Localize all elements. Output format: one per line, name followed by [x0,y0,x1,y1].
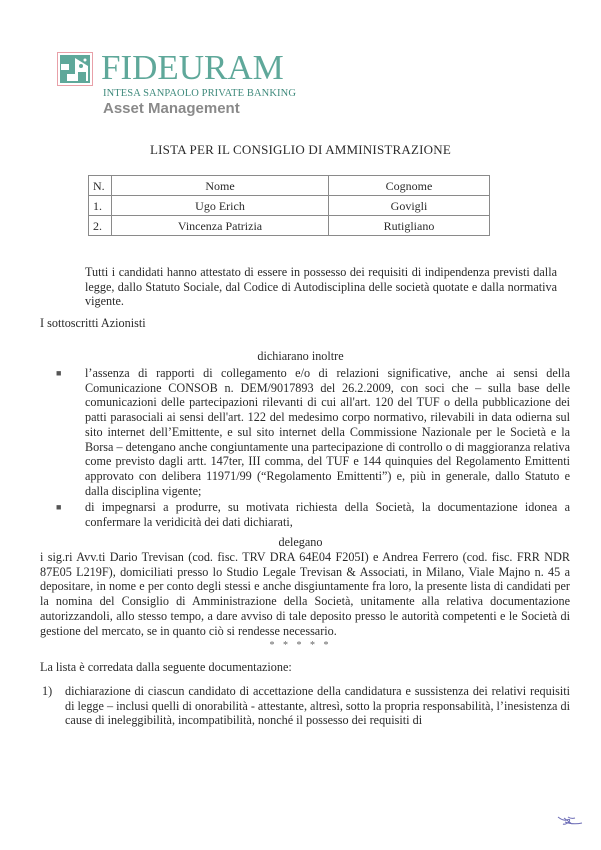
initials-signature-icon [555,812,585,828]
documentation-item-text: dichiarazione di ciascun candidato di accettazione della candidatura e sussistenza dei relativi requisiti di legge – inclusi quelli di onorabilità - attestante, altresì, sotto la propria responsabilità, l’inesistenza di cause di ineleggibilità, incompatibilità, nonché il possesso dei requisiti di [65,684,570,728]
table-header-row [89,176,490,196]
declare-heading: dichiarano inoltre [257,349,344,363]
fideuram-logo [57,48,297,122]
table-row [89,196,490,216]
delegate-heading: delegano [278,535,323,549]
header-cell-nome: Nome [112,176,329,196]
declaration-bullet: di impegnarsi a produrre, su motivata richiesta della Società, la documentazione idonea a confermare la veridicità dei dati dichiarati, [85,500,570,529]
documentation-item-number: 1) [42,684,53,698]
document-title: LISTA PER IL CONSIGLIO DI AMMINISTRAZIONE [150,142,451,157]
cell-nome: Ugo Erich [112,196,329,216]
signatories-label: I sottoscritti Azionisti [40,316,146,330]
header-cell-cognome: Cognome [329,176,490,196]
independence-statement: Tutti i candidati hanno attestato di essere in possesso dei requisiti di indipendenza previsti dalla legge, dallo Statuto Sociale, dal Codice di Autodisciplina delle società quotate e dalla normativa vigente. [85,265,557,309]
section-separator: * * * * * [269,640,332,651]
cell-cognome: Govigli [329,196,490,216]
cell-nome: Vincenza Patrizia [112,216,329,236]
candidates-table [88,175,490,236]
bullet-icon: ■ [56,502,62,512]
documentation-intro: La lista è corredata dalla seguente documentazione: [40,660,292,674]
fideuram-logo-icon [57,52,93,86]
declaration-bullet: l’assenza di rapporti di collegamento e/o di relazioni significative, anche ai sensi della Comunicazione CONSOB n. DEM/9017893 del 26.2.2009, con soci che – sulla base delle comunicazioni delle partecipazioni rilevanti di cui all'art. 120 del TUF o della pubblicazione dei patti parasociali ai sensi dell'art. 122 del medesimo corpo normativo, rilevabili in data odierna sul sito internet dell’Emittente, e sul sito internet della Commissione Nazionale per le Società e la Borsa – detengano anche congiuntamente una partecipazione di controllo o di maggioranza relativa come previsto dagli artt. 147ter, III comma, del TUF e 144 quinquies del Regolamento Emittenti approvato con delibera 11971/99 (“Regolamento Emittenti”) e, più in generale, dallo Statuto e dalla disciplina vigente; [85,366,570,498]
delegation-text: i sig.ri Avv.ti Dario Trevisan (cod. fisc. TRV DRA 64E04 F205I) e Andrea Ferrero (cod. fisc. FRR NDR 87E05 L219F), domiciliati presso lo Studio Legale Trevisan & Associati, in Milano, Viale Majno n. 45 a depositare, in nome e per conto degli stessi e anche disgiuntamente fra loro, la presente lista di candidati per la nomina del Consiglio di Amministrazione della Società, unitamente alla relativa documentazione autorizzandoli, allo stesso tempo, a dare avviso di tale deposito presso le autorità competenti e le Società di gestione del mercato, se in quanto ciò si rendesse necessario. [40,550,570,638]
bullet-icon: ■ [56,368,62,378]
brand-subtitle: INTESA SANPAOLO PRIVATE BANKING [103,88,296,99]
table-row [89,216,490,236]
cell-cognome: Rutigliano [329,216,490,236]
cell-number: 1. [89,196,112,216]
cell-number: 2. [89,216,112,236]
brand-division: Asset Management [103,100,240,117]
brand-name: FIDEURAM [101,48,284,87]
header-cell-number: N. [89,176,112,196]
